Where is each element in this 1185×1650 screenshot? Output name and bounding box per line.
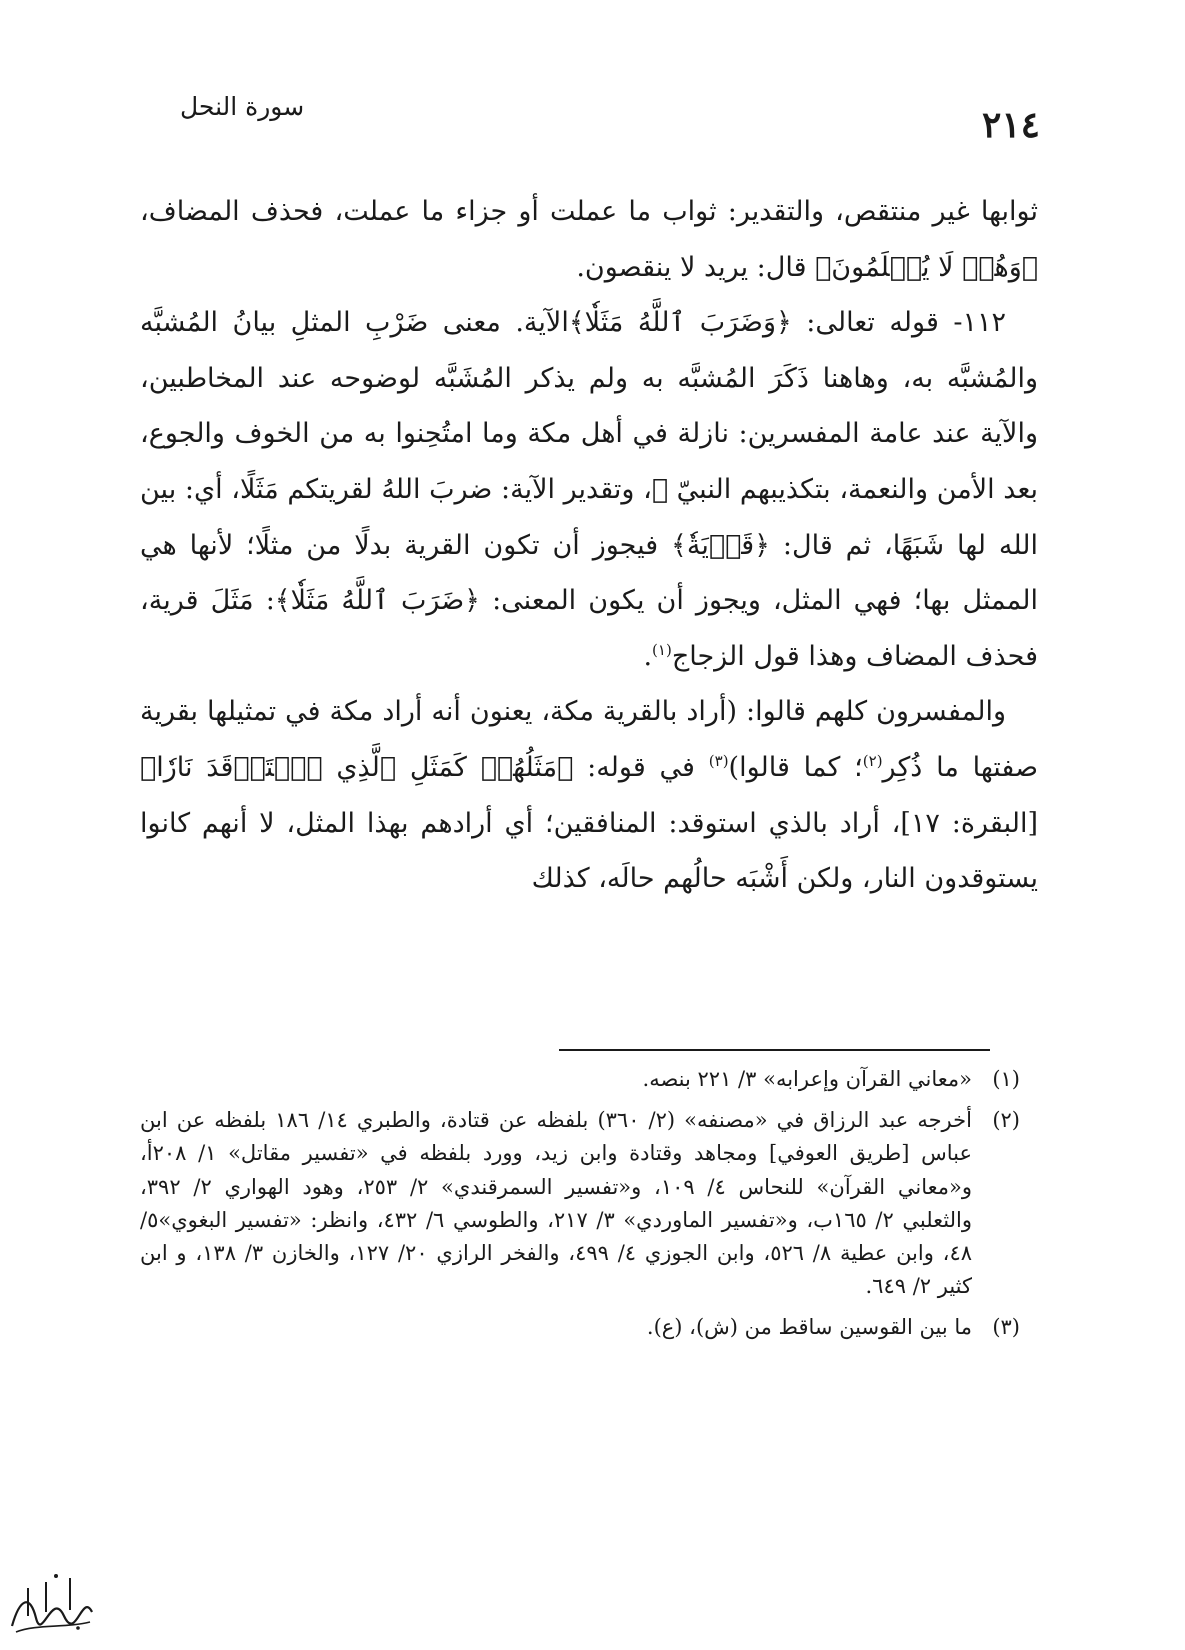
- footnote-number: (٢): [992, 1108, 1020, 1133]
- paragraph-1: ثوابها غير منتقص، والتقدير: ثواب ما عملت أو جزاء ما عملت، فحذف المضاف، ﴿وَهُمۡ لَا يُظۡلَمُونَ﴾ قال: يريد لا ينقصون.: [140, 196, 1038, 283]
- page-number: ٢١٤: [981, 104, 1040, 146]
- footnote-1: [140, 1063, 1020, 1096]
- paragraph-3-text-b: ؛ كما قالوا): [728, 751, 863, 783]
- footnote-3: [140, 1311, 1020, 1344]
- footnotes: [140, 1063, 1020, 1353]
- footnote-text: «معاني القرآن وإعرابه» ٣/ ٢٢١ بنصه.: [642, 1067, 972, 1091]
- paragraph-2-text: ١١٢- قوله تعالى: ﴿وَضَرَبَ ٱللَّهُ مَثَلٗا﴾الآية. معنى ضَرْبِ المثلِ بيانُ المُشبَّه والمُشبَّه به، وهاهنا ذَكَرَ المُشبَّه به ولم يذكر المُشَبَّه لوضوحه عند المخاطبين، والآية عند عامة المفسرين: نازلة في أهل مكة وما امتُحِنوا به من الخوف والجوع، بعد الأمن والنعمة، بتكذيبهم النبيّ ﷺ، وتقدير الآية: ضربَ اللهُ لقريتكم مَثَلًا، أي: بين الله لها شَبَهًا، ثم قال: ﴿قَرۡيَةٗ﴾ فيجوز أن تكون القرية بدلًا من مثلًا؛ لأنها هي الممثل بها؛ فهي المثل، ويجوز أن يكون المعنى: ﴿ضَرَبَ ٱللَّهُ مَثَلٗا﴾: مَثَلَ قرية، فحذف المضاف وهذا قول الزجاج: [140, 307, 1038, 672]
- footnote-ref-3[interactable]: (٣): [708, 751, 729, 770]
- paragraph-3: [140, 684, 1038, 906]
- footnote-2: [140, 1104, 1020, 1303]
- footnote-ref-2[interactable]: (٢): [862, 751, 883, 770]
- publisher-logo: [6, 1568, 98, 1640]
- main-text: [140, 184, 1038, 907]
- paragraph-3-text-c: في قوله: ﴿مَثَلُهُمۡ كَمَثَلِ ٱلَّذِي ٱسۡتَوۡقَدَ نَارٗا﴾ [البقرة: ١٧]، أراد بالذي استوقد: المنافقين؛ أي أرادهم بهذا المثل، لا أنهم كانوا يستوقدون النار، ولكن أَشْبَه حالُهم حالَه، كذلك: [140, 751, 1038, 895]
- footnote-number: (٣): [992, 1315, 1020, 1340]
- paragraph-3-text-a: والمفسرون كلهم قالوا: (أراد بالقرية مكة، يعنون أنه أراد مكة في تمثيلها بقرية صفتها ما ذُكِر: [140, 696, 1039, 783]
- footnote-ref-1[interactable]: (١): [652, 640, 672, 659]
- footnote-text: ما بين القوسين ساقط من (ش)، (ع).: [646, 1315, 972, 1340]
- page-header: [150, 88, 1040, 148]
- paragraph-2-end: .: [643, 640, 653, 672]
- footnote-number: (١): [992, 1067, 1020, 1091]
- surah-title: سورة النحل: [180, 92, 305, 121]
- footnote-text: أخرجه عبد الرزاق في «مصنفه» (٢/ ٣٦٠) بلفظه عن قتادة، والطبري ١٤/ ١٨٦ بلفظه عن ابن عباس [طريق العوفي] ومجاهد وقتادة وابن زيد، وورد بلفظه في «تفسير مقاتل» ١/ ٢٠٨أ، و«معاني القرآن» للنحاس ٤/ ١٠٩، و«تفسير السمرقندي» ٢/ ٢٥٣، وهود الهواري ٢/ ٣٩٢، والثعلبي ٢/ ١٦٥ب، و«تفسير الماوردي» ٣/ ٢١٧، والطوسي ٦/ ٤٣٢، وانظر: «تفسير البغوي»٥/ ٤٨، وابن عطية ٨/ ٥٢٦، وابن الجوزي ٤/ ٤٩٩، والفخر الرازي ٢٠/ ١٢٧، والخازن ٣/ ١٣٨، و ابن كثير ٢/ ٦٤٩.: [140, 1108, 972, 1299]
- paragraph-2: [140, 295, 1038, 684]
- footnote-divider: [559, 1049, 990, 1051]
